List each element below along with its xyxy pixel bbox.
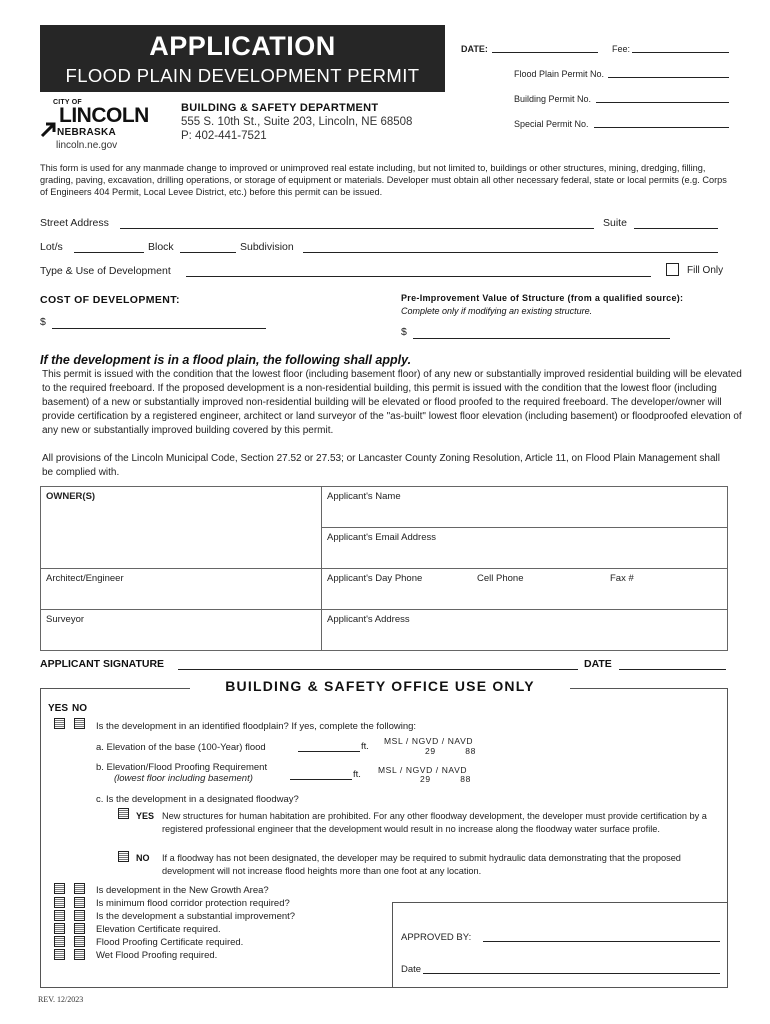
special-permit-field[interactable] [594,127,729,128]
floodproofing-cert-no-checkbox[interactable] [74,936,85,947]
office-use-title: BUILDING & SAFETY OFFICE USE ONLY [190,678,570,694]
block-field[interactable] [180,252,236,253]
intro-text: This form is used for any manmade change to improved or unimproved real estate including, but not limited to, buildings or other structures, mining, dredging, filling, grading, paving, excavation, drilling operations, or storage of equipment or materials. Developer must obtain all other necessary federal, state or local permits (e.g. Corps of Engineers 404 Permit, Local Levee District, etc.) before this permit can be issued. [40,163,727,197]
title-banner [40,25,445,92]
check-new-growth: Is development in the New Growth Area? [96,885,269,896]
base-flood-datum-years: 29 88 [425,746,476,756]
flood-plain-permit-field[interactable] [608,77,729,78]
applicant-address-cell[interactable] [322,610,728,651]
q-floodproofing-note: (lowest floor including basement) [114,773,253,784]
floodplain-no-checkbox[interactable] [74,718,85,729]
pre-improvement-label: Pre-Improvement Value of Structure (from a qualified source): [401,293,684,303]
q-floodway: c. Is the development in a designated floodway? [96,794,299,805]
applicant-email-label: Applicant's Email Address [327,532,437,543]
approved-by-field[interactable] [483,941,720,942]
fee-label: Fee: [612,44,631,54]
date-label: DATE: [461,44,488,54]
pre-improvement-dollar: $ [401,326,407,338]
floodway-no-checkbox[interactable] [118,851,129,862]
corridor-no-checkbox[interactable] [74,897,85,908]
q-floodproofing: b. Elevation/Flood Proofing Requirement [96,762,268,773]
floodproofing-cert-yes-checkbox[interactable] [54,936,65,947]
wet-floodproofing-yes-checkbox[interactable] [54,949,65,960]
applicant-name-label: Applicant's Name [327,491,401,502]
applicant-address-label: Applicant's Address [327,614,410,625]
special-permit-label: Special Permit No. [514,119,589,129]
signature-date-field[interactable] [619,669,726,670]
owners-table [40,486,728,651]
page-title: APPLICATION [149,31,336,61]
check-substantial: Is the development a substantial improvement? [96,911,296,922]
check-wet-floodproofing: Wet Flood Proofing required. [96,950,218,961]
floodproofing-datum-years: 29 88 [420,774,471,784]
substantial-yes-checkbox[interactable] [54,910,65,921]
street-address-field[interactable] [120,228,594,229]
new-growth-yes-checkbox[interactable] [54,883,65,894]
building-permit-label: Building Permit No. [514,94,592,104]
no-header: NO [72,703,87,714]
logo-name: LINCOLN [59,104,149,127]
floodplain-yes-checkbox[interactable] [54,718,65,729]
owners-cell[interactable] [41,487,322,528]
floodplain-heading: If the development is in a flood plain, the following shall apply. [40,353,412,367]
floodplain-provisions-text: All provisions of the Lincoln Municipal Code, Section 27.52 or 27.53; or Lancaster County Zoning Resolution, Article 11, on Flood Plain Management shall be complied with. [42,453,720,478]
base-flood-field[interactable] [298,751,360,752]
wet-floodproofing-no-checkbox[interactable] [74,949,85,960]
department-address: 555 S. 10th St., Suite 203, Lincoln, NE 68508 [181,116,413,128]
owners-cell-continued[interactable] [41,528,322,569]
pre-improvement-field[interactable] [413,338,670,339]
elevation-cert-yes-checkbox[interactable] [54,923,65,934]
cost-label: COST OF DEVELOPMENT: [40,294,180,306]
lots-field[interactable] [74,252,144,253]
approved-by-label: APPROVED BY: [401,932,472,943]
approval-date-label: Date [401,964,422,975]
lots-label: Lot/s [40,241,63,253]
floodplain-condition-text: This permit is issued with the condition that the lowest floor (including basement floor) of any new or substantially improved residential building will be elevated to the required freeboard. If the proposed development is a non-residential building, this permit is issued with the condition that the lowest floor (including basement) of a new or substantially improved non-residential building will be elevated or flood proofed to the required freeboard. The developer/owner will provide certification by a registered engineer, architect or land surveyor of the "as-built" lowest floor elevation (including basement) or floodproofed elevation of any new or substantially improved building covered by this permit. [42,369,742,436]
floodway-yes-label: YES [136,811,155,821]
surveyor-cell[interactable] [41,610,322,651]
base-flood-ft: ft. [361,741,369,752]
owners-label: OWNER(S) [46,491,96,502]
department-phone: P: 402-441-7521 [181,130,267,142]
department-name: BUILDING & SAFETY DEPARTMENT [181,102,379,114]
signature-date-label: DATE [584,658,612,670]
fee-field[interactable] [632,52,729,53]
floodway-yes-checkbox[interactable] [118,808,129,819]
elevation-cert-no-checkbox[interactable] [74,923,85,934]
check-elevation-cert: Elevation Certificate required. [96,924,221,935]
approval-box [392,902,728,988]
floodway-no-text: If a floodway has not been designated, the developer may be required to submit hydraulic data demonstrating that the proposed development will not increase flood heights more than one foot at any location. [162,853,681,876]
corridor-yes-checkbox[interactable] [54,897,65,908]
architect-cell[interactable] [41,569,322,610]
check-floodproofing-cert: Flood Proofing Certificate required. [96,937,244,948]
check-corridor: Is minimum flood corridor protection required? [96,898,290,909]
base-flood-datum: MSL / NGVD / NAVD [384,736,474,746]
fill-only-checkbox[interactable] [666,263,679,276]
type-use-label: Type & Use of Development [40,265,171,277]
applicant-email-cell[interactable] [322,528,728,569]
floodway-no-label: NO [136,853,150,863]
logo-state: NEBRASKA [57,127,117,138]
floodproofing-ft: ft. [353,769,361,780]
flood-plain-permit-label: Flood Plain Permit No. [514,69,605,79]
q-floodplain: Is the development in an identified floodplain? If yes, complete the following: [96,721,417,732]
cost-dollar: $ [40,316,46,328]
day-phone-label: Applicant's Day Phone [327,573,423,584]
substantial-no-checkbox[interactable] [74,910,85,921]
cost-field[interactable] [52,328,266,329]
revision-label: REV. 12/2023 [38,995,84,1004]
date-field[interactable] [492,52,598,53]
yes-header: YES [48,703,69,714]
page-subtitle: FLOOD PLAIN DEVELOPMENT PERMIT [65,65,420,86]
fax-label: Fax # [610,573,634,584]
subdivision-field[interactable] [303,252,718,253]
logo-city: CITY OF [53,99,82,106]
new-growth-no-checkbox[interactable] [74,883,85,894]
building-permit-field[interactable] [596,102,729,103]
floodway-yes-text: New structures for human habitation are prohibited. For any other floodway development, the developer must provide certification by a registered professional engineer that the development would result in no increase along the floodway water surface profile. [162,811,707,834]
pre-improvement-note: Complete only if modifying an existing structure. [401,306,593,316]
cell-phone-label: Cell Phone [477,573,524,584]
architect-label: Architect/Engineer [46,573,124,584]
floodproofing-field[interactable] [290,779,352,780]
applicant-name-cell[interactable] [322,487,728,528]
q-base-flood: a. Elevation of the base (100-Year) flood [96,742,266,753]
fill-only-label: Fill Only [687,265,724,276]
block-label: Block [148,241,174,253]
suite-label: Suite [603,217,627,229]
type-use-field[interactable] [186,276,651,277]
phone-cell[interactable] [322,569,728,610]
website: lincoln.ne.gov [56,140,118,151]
approval-date-field[interactable] [423,973,720,974]
floodproofing-datum: MSL / NGVD / NAVD [378,765,468,775]
surveyor-label: Surveyor [46,614,85,625]
signature-label: APPLICANT SIGNATURE [40,658,165,670]
suite-field[interactable] [634,228,718,229]
street-address-label: Street Address [40,217,109,229]
logo-arrow-icon [39,120,59,138]
signature-field[interactable] [178,669,578,670]
subdivision-label: Subdivision [240,241,294,253]
